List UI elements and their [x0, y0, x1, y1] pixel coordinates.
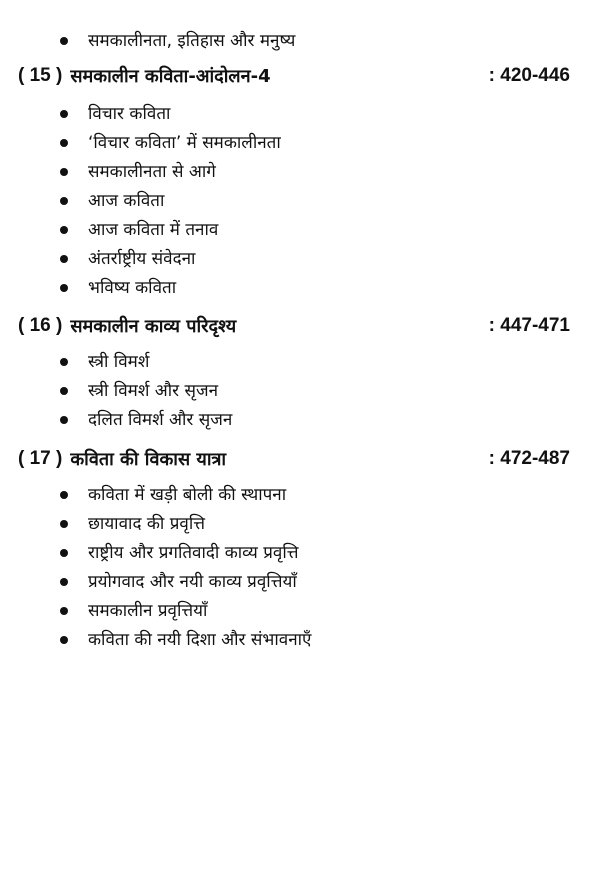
list-item [60, 28, 295, 54]
list-item-text: आज कविता में तनाव [88, 220, 219, 240]
list-item-text: अंतर्राष्ट्रीय संवेदना [88, 249, 196, 269]
list-item [60, 407, 232, 433]
section-number: ( 17 ) [18, 448, 63, 469]
bullet-icon [60, 387, 68, 395]
page-range: : 472-487 [488, 448, 570, 469]
page-range: : 420-446 [488, 65, 570, 86]
list-item-text: स्त्री विमर्श और सृजन [88, 381, 219, 401]
list-item [60, 188, 164, 214]
list-item-text: ‘विचार कविता’ में समकालीनता [88, 133, 281, 153]
bullet-icon [60, 607, 68, 615]
section-heading-17 [18, 444, 570, 474]
page-range: : 447-471 [488, 315, 570, 336]
list-item [60, 378, 218, 404]
list-item [60, 540, 299, 566]
list-item-text: छायावाद की प्रवृत्ति [88, 514, 206, 534]
list-item-text: प्रयोगवाद और नयी काव्य प्रवृत्तियाँ [88, 572, 297, 592]
list-item [60, 246, 195, 272]
bullet-icon [60, 37, 68, 45]
list-item-text: कविता की नयी दिशा और संभावनाएँ [88, 630, 312, 650]
bullet-icon [60, 139, 68, 147]
bullet-icon [60, 578, 68, 586]
bullet-icon [60, 416, 68, 424]
list-item-text: आज कविता [88, 191, 165, 211]
list-item-text: स्त्री विमर्श [88, 352, 150, 372]
list-item-text: विचार कविता [88, 104, 171, 124]
list-item [60, 130, 281, 156]
section-title: समकालीन कविता-आंदोलन-4 [70, 66, 271, 87]
bullet-icon [60, 358, 68, 366]
list-item-text: भविष्य कविता [88, 278, 177, 298]
section-number: ( 15 ) [18, 65, 63, 86]
list-item-text: समकालीन प्रवृत्तियाँ [88, 601, 208, 621]
list-item [60, 275, 176, 301]
list-item [60, 627, 311, 653]
list-item [60, 482, 286, 508]
list-item [60, 217, 218, 243]
list-item-text: दलित विमर्श और सृजन [88, 410, 233, 430]
list-item-text: राष्ट्रीय और प्रगतिवादी काव्य प्रवृत्ति [88, 543, 299, 563]
bullet-icon [60, 284, 68, 292]
list-item-text: समकालीनता, इतिहास और मनुष्य [88, 31, 296, 51]
section-number: ( 16 ) [18, 315, 63, 336]
list-item [60, 101, 170, 127]
list-item [60, 511, 205, 537]
bullet-icon [60, 110, 68, 118]
section-title: कविता की विकास यात्रा [70, 449, 227, 470]
list-item [60, 159, 216, 185]
bullet-icon [60, 549, 68, 557]
list-item-text: समकालीनता से आगे [88, 162, 216, 182]
list-item [60, 349, 149, 375]
bullet-icon [60, 197, 68, 205]
bullet-icon [60, 520, 68, 528]
list-item [60, 598, 207, 624]
bullet-icon [60, 636, 68, 644]
section-heading-16 [18, 311, 570, 341]
list-item [60, 569, 297, 595]
list-item-text: कविता में खड़ी बोली की स्थापना [88, 485, 287, 505]
bullet-icon [60, 168, 68, 176]
section-heading-15 [18, 61, 570, 91]
section-title: समकालीन काव्य परिदृश्य [70, 316, 237, 337]
bullet-icon [60, 491, 68, 499]
bullet-icon [60, 255, 68, 263]
bullet-icon [60, 226, 68, 234]
